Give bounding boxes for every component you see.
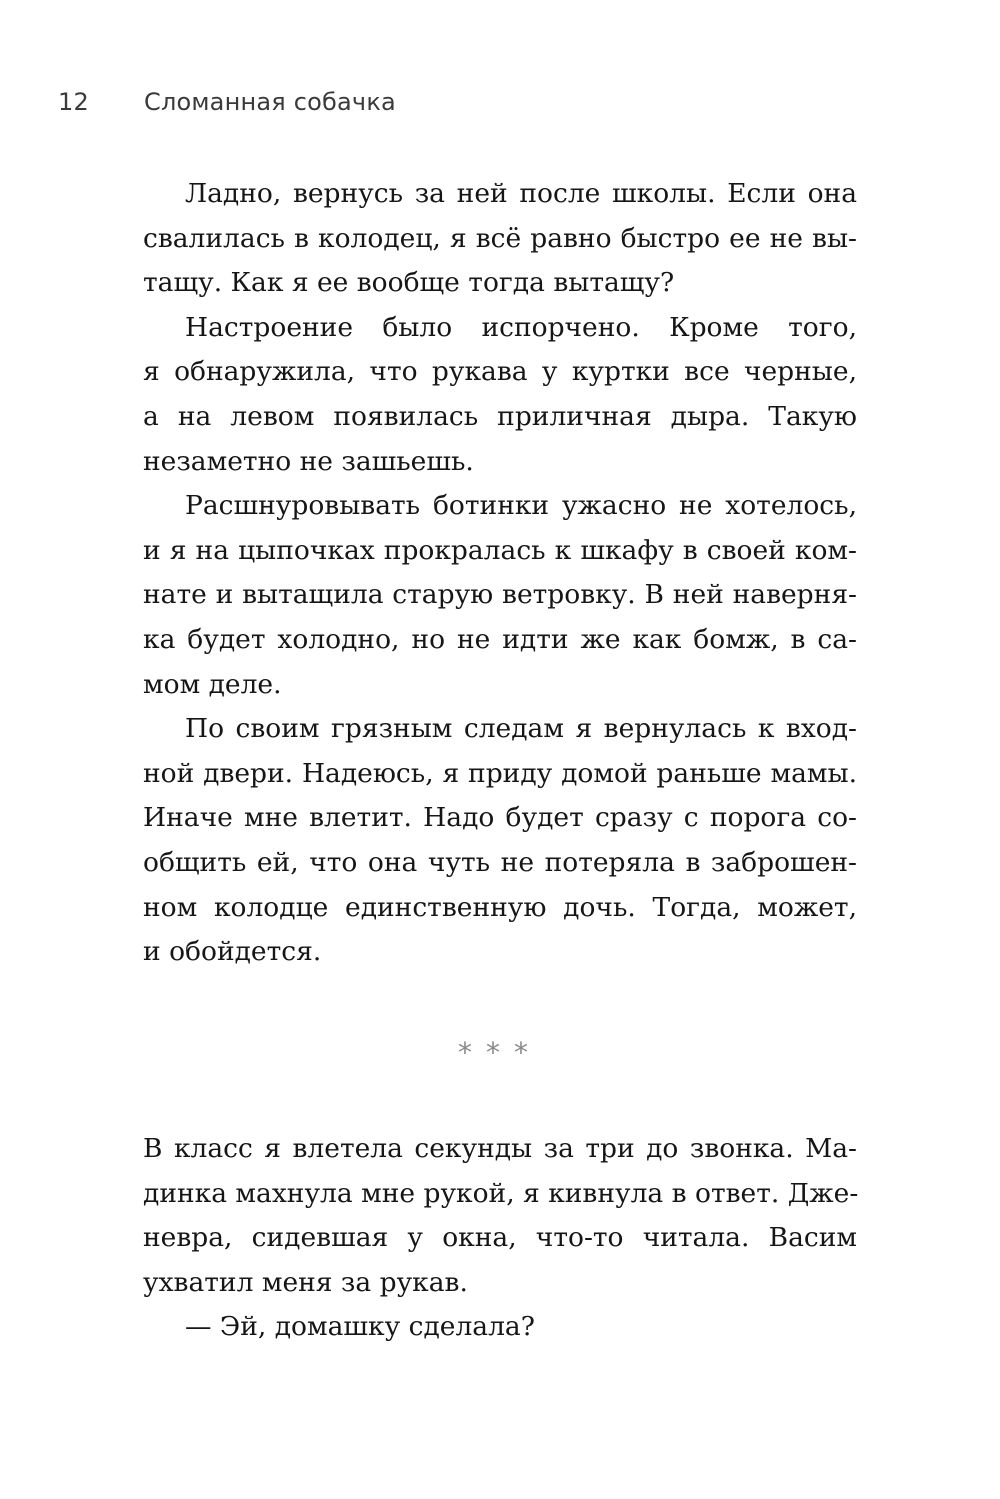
text-line: динка махнула мне рукой, я кивнула в ответ. Дже- [143, 1177, 859, 1209]
text-line: и я на цыпочках прокралась к шкафу в своей ком- [143, 534, 857, 566]
text-line: ном колодце единственную дочь. Тогда, может, [143, 891, 857, 923]
paragraph-3 [143, 484, 857, 707]
paragraph-1 [143, 172, 857, 306]
text-line: ухватил меня за рукав. [143, 1266, 468, 1298]
text-line: мом деле. [143, 668, 282, 700]
text-line: тащу. Как я ее вообще тогда вытащу? [143, 267, 675, 299]
text-line: Иначе мне влетит. Надо будет сразу с порога со- [143, 802, 857, 834]
text-line: По своим грязным следам я вернулась к вход- [185, 713, 857, 745]
text-line: ка будет холодно, но не идти же как бомж, в са- [143, 623, 857, 655]
text-line: незаметно не зашьешь. [143, 445, 474, 477]
text-line: невра, сидевшая у окна, что-то читала. Васим [143, 1222, 857, 1254]
text-line: и обойдется. [143, 936, 322, 968]
text-line: Ладно, вернусь за ней после школы. Если она [185, 178, 857, 209]
text-line: В класс я влетела секунды за три до звонка. Ма- [143, 1133, 857, 1164]
text-line: я обнаружила, что рукава у куртки все черные, [143, 356, 857, 388]
text-section-2 [143, 1127, 857, 1350]
page-header [58, 88, 396, 116]
text-line: общить ей, что она чуть не потеряла в заброшен- [143, 846, 857, 878]
running-title: Сломанная собачка [144, 88, 396, 116]
text-line: Расшнуровывать ботинки ужасно не хотелось, [185, 490, 857, 522]
text-line: нате и вытащила старую ветровку. В ней наверня- [143, 579, 857, 611]
text-line: а на левом появилась приличная дыра. Такую [143, 400, 857, 432]
paragraph-2 [143, 306, 857, 484]
paragraph-4 [143, 707, 857, 975]
text-line: Настроение было испорчено. Кроме того, [185, 311, 857, 343]
paragraph-6 [143, 1305, 857, 1350]
text-line: свалилась в колодец, я всё равно быстро ее не вы- [143, 222, 857, 254]
page-number: 12 [58, 88, 89, 116]
text-line: — Эй, домашку сделала? [185, 1311, 535, 1343]
paragraph-5 [143, 1127, 857, 1305]
section-separator: *** [458, 1036, 542, 1069]
text-line: ной двери. Надеюсь, я приду домой раньше мамы. [143, 757, 857, 789]
text-section-1 [143, 172, 857, 975]
